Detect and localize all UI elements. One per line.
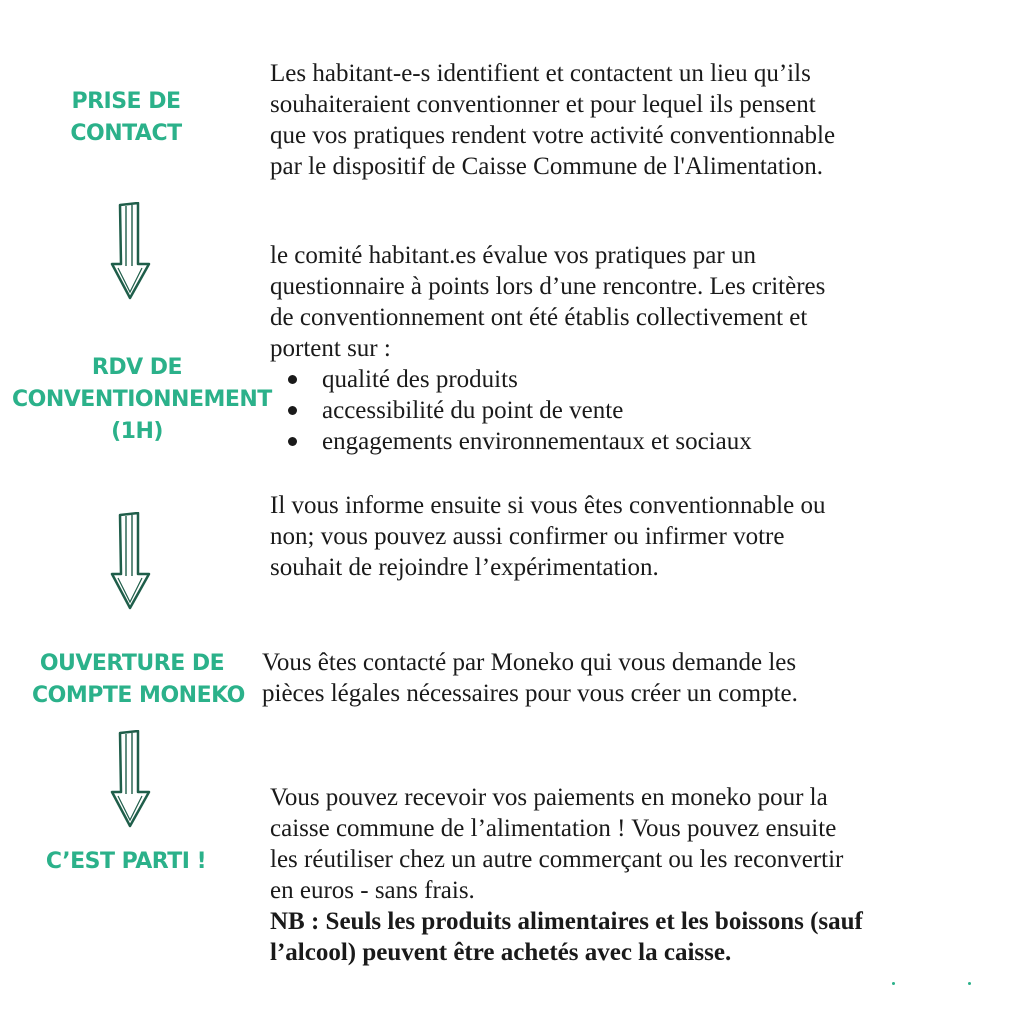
step-2-label (12, 352, 272, 448)
criteria-item-label: qualité des produits (322, 366, 518, 393)
step-1-label (70, 86, 182, 150)
down-arrow-icon (108, 512, 152, 612)
step-4-label-line: C’EST PARTI ! (45, 849, 207, 874)
decorative-dot (968, 982, 971, 985)
text-line: Il vous informe ensuite si vous êtes conventionnable ou (270, 492, 826, 519)
text-line: Vous pouvez recevoir vos paiements en moneko pour la (270, 784, 828, 811)
note-line: l’alcool) peuvent être achetés avec la caisse. (270, 939, 732, 966)
step-1-label-line: PRISE DE (71, 89, 181, 114)
criteria-item-label: engagements environnementaux et sociaux (322, 428, 752, 455)
text-line: que vos pratiques rendent votre activité conventionnable (270, 122, 836, 149)
step-3-label-line: OUVERTURE DE (39, 651, 225, 676)
bullet-icon (288, 437, 297, 446)
text-line: en euros - sans frais. (270, 877, 475, 904)
step-2-description (270, 240, 825, 364)
criteria-list (270, 364, 752, 457)
bullet-icon (288, 406, 297, 415)
step-3-label (32, 648, 245, 712)
text-line: Vous êtes contacté par Moneko qui vous demande les (262, 649, 797, 676)
down-arrow-icon (108, 202, 152, 302)
step-2-label-line: RDV DE (91, 355, 183, 380)
decorative-dot (892, 982, 895, 985)
text-line: Les habitant-e-s identifient et contactent un lieu qu’ils (270, 60, 811, 87)
step-2-followup (270, 490, 825, 583)
text-line: par le dispositif de Caisse Commune de l'Alimentation. (270, 153, 824, 180)
step-4-description (270, 782, 843, 906)
text-line: portent sur : (270, 335, 391, 362)
text-line: questionnaire à points lors d’une rencontre. Les critères (270, 273, 826, 300)
text-line: le comité habitant.es évalue vos pratiques par un (270, 242, 756, 269)
step-3-description (262, 647, 798, 709)
text-line: les réutiliser chez un autre commerçant ou les reconvertir (270, 846, 844, 873)
step-2-label-line: CONVENTIONNEMENT (12, 387, 272, 412)
note-line: NB : Seuls les produits alimentaires et les boissons (sauf (270, 908, 863, 935)
criteria-item-label: accessibilité du point de vente (322, 397, 624, 424)
step-1-description (270, 58, 835, 182)
text-line: souhait de rejoindre l’expérimentation. (270, 554, 659, 581)
text-line: caisse commune de l’alimentation ! Vous pouvez ensuite (270, 815, 837, 842)
text-line: de conventionnement ont été établis collectivement et (270, 304, 808, 331)
step-1-label-line: CONTACT (70, 121, 182, 146)
step-4-note (270, 906, 863, 968)
step-3-label-line: COMPTE MONEKO (32, 683, 245, 708)
step-4-label (40, 846, 212, 878)
text-line: non; vous pouvez aussi confirmer ou infirmer votre (270, 523, 785, 550)
down-arrow-icon (108, 730, 152, 830)
step-2-label-line: (1H) (111, 419, 163, 444)
list-item (270, 395, 752, 426)
text-line: souhaiteraient conventionner et pour lequel ils pensent (270, 91, 816, 118)
bullet-icon (288, 375, 297, 384)
list-item (270, 364, 752, 395)
list-item (270, 426, 752, 457)
text-line: pièces légales nécessaires pour vous créer un compte. (262, 680, 798, 707)
